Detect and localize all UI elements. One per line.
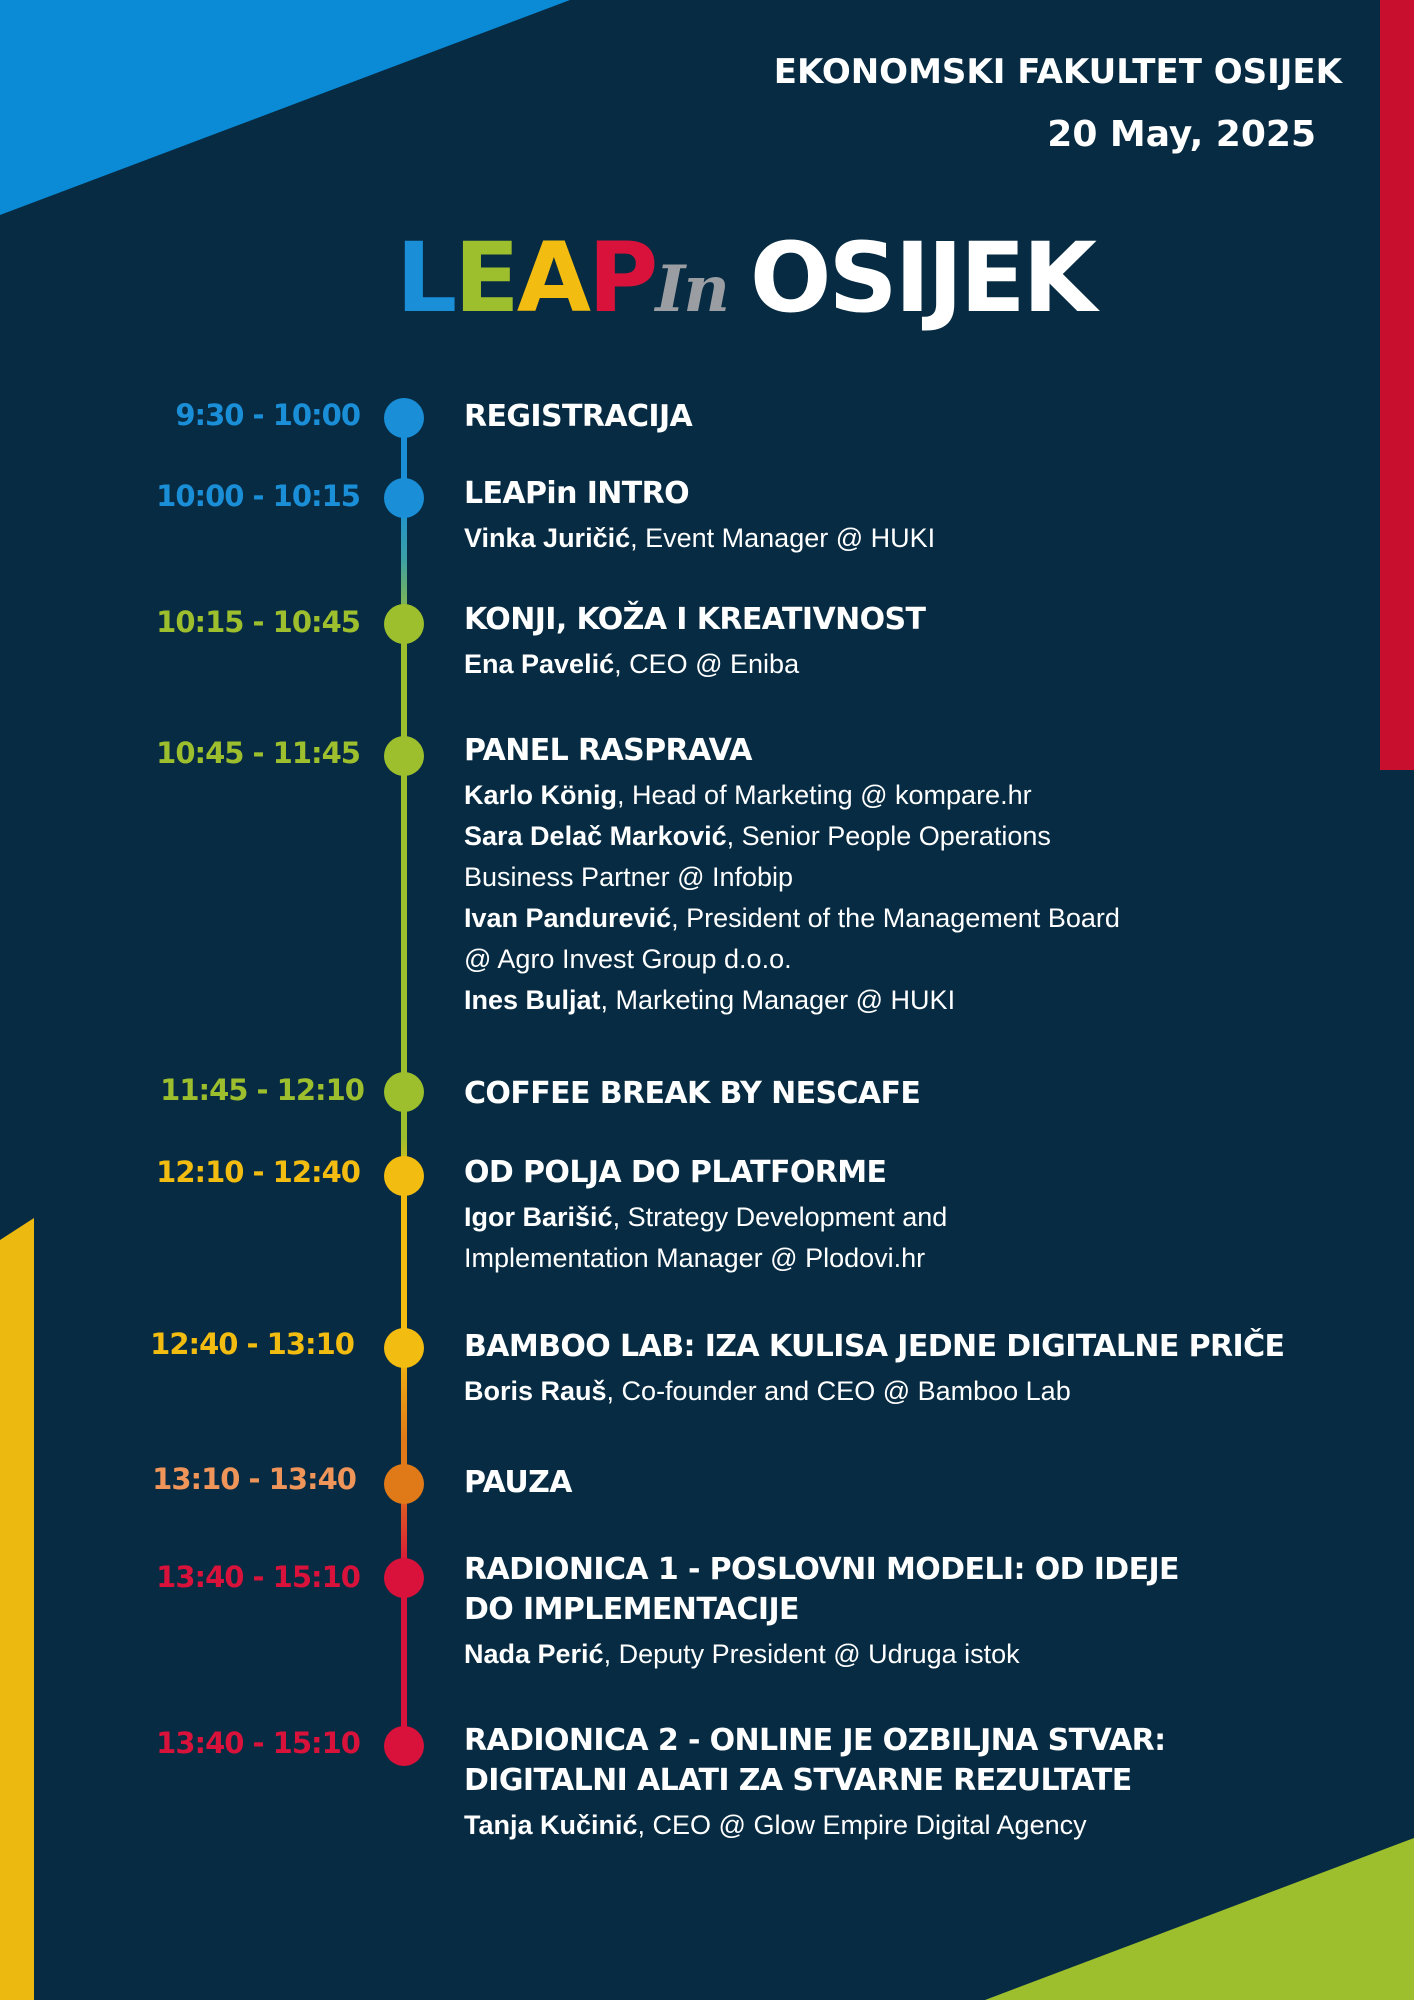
agenda-time: 12:40 - 13:10 bbox=[150, 1327, 354, 1361]
speaker-role: , Strategy Development and Implementation Manager @ Plodovi.hr bbox=[464, 1202, 948, 1273]
agenda-title: COFFEE BREAK BY NESCAFE bbox=[464, 1076, 921, 1111]
speaker-entry bbox=[464, 1805, 1224, 1846]
agenda-time: 10:45 - 11:45 bbox=[156, 736, 360, 770]
speaker-role: , Head of Marketing @ kompare.hr bbox=[617, 780, 1032, 810]
agenda-time: 10:00 - 10:15 bbox=[156, 479, 360, 513]
event-date: 20 May, 2025 bbox=[1047, 114, 1316, 155]
green-corner-triangle bbox=[985, 1838, 1414, 2000]
speaker-entry bbox=[464, 518, 1344, 559]
agenda-time: 10:15 - 10:45 bbox=[156, 605, 360, 639]
organization-name: EKONOMSKI FAKULTET OSIJEK bbox=[773, 52, 1342, 92]
agenda-item bbox=[464, 1463, 1344, 1503]
speaker-entry bbox=[464, 816, 1144, 898]
agenda-title: PAUZA bbox=[464, 1465, 572, 1500]
speaker-name: Karlo König bbox=[464, 780, 617, 810]
speaker-entry bbox=[464, 775, 1144, 816]
logo-letter-e: E bbox=[454, 222, 517, 334]
speaker-list bbox=[464, 1371, 1344, 1412]
timeline-dot bbox=[384, 1156, 424, 1196]
speaker-list bbox=[464, 644, 1344, 685]
agenda-title: KONJI, KOŽA I KREATIVNOST bbox=[464, 602, 926, 637]
agenda-title: PANEL RASPRAVA bbox=[464, 733, 752, 768]
speaker-entry bbox=[464, 1371, 1344, 1412]
timeline-dot bbox=[384, 1726, 424, 1766]
agenda-title: BAMBOO LAB: IZA KULISA JEDNE DIGITALNE PRIČE bbox=[464, 1329, 1285, 1364]
agenda-title: OD POLJA DO PLATFORME bbox=[464, 1155, 887, 1190]
speaker-entry bbox=[464, 1634, 1204, 1675]
red-side-bar bbox=[1380, 0, 1414, 770]
agenda-title: RADIONICA 1 - POSLOVNI MODELI: OD IDEJE DO IMPLEMENTACIJE bbox=[464, 1552, 1179, 1627]
speaker-name: Sara Delač Marković bbox=[464, 821, 727, 851]
timeline-dot bbox=[384, 1464, 424, 1504]
logo-city: OSIJEK bbox=[749, 222, 1095, 334]
speaker-name: Vinka Juričić bbox=[464, 523, 631, 553]
event-logo bbox=[0, 222, 1414, 334]
speaker-list bbox=[464, 1634, 1204, 1675]
timeline-dot bbox=[384, 1072, 424, 1112]
logo-letter-l: L bbox=[395, 222, 455, 334]
agenda-time: 13:10 - 13:40 bbox=[152, 1462, 356, 1496]
speaker-name: Ines Buljat bbox=[464, 985, 601, 1015]
speaker-name: Ivan Pandurević bbox=[464, 903, 672, 933]
agenda-item bbox=[464, 397, 1344, 437]
timeline-dot bbox=[384, 478, 424, 518]
agenda-time: 13:40 - 15:10 bbox=[156, 1726, 360, 1760]
speaker-name: Nada Perić bbox=[464, 1639, 604, 1669]
agenda-time: 11:45 - 12:10 bbox=[160, 1073, 364, 1107]
speaker-list bbox=[464, 1805, 1224, 1846]
speaker-role: , Event Manager @ HUKI bbox=[630, 523, 936, 553]
speaker-list bbox=[464, 775, 1144, 1021]
speaker-entry bbox=[464, 898, 1144, 980]
speaker-role: , CEO @ Glow Empire Digital Agency bbox=[637, 1810, 1087, 1840]
agenda-item bbox=[464, 474, 1344, 559]
blue-corner-triangle bbox=[0, 0, 570, 215]
speaker-role: , President of the Management Board @ Agro Invest Group d.o.o. bbox=[464, 903, 1120, 974]
logo-in: In bbox=[655, 252, 728, 327]
speaker-entry bbox=[464, 1197, 1084, 1279]
speaker-entry bbox=[464, 980, 1144, 1021]
speaker-list bbox=[464, 518, 1344, 559]
speaker-name: Igor Barišić bbox=[464, 1202, 613, 1232]
speaker-role: , CEO @ Eniba bbox=[614, 649, 800, 679]
speaker-list bbox=[464, 1197, 1084, 1279]
speaker-name: Boris Rauš bbox=[464, 1376, 607, 1406]
agenda-item bbox=[464, 600, 1344, 685]
agenda-item bbox=[464, 1074, 1344, 1114]
speaker-role: , Marketing Manager @ HUKI bbox=[600, 985, 956, 1015]
timeline-dot bbox=[384, 1558, 424, 1598]
speaker-entry bbox=[464, 644, 1344, 685]
agenda-item bbox=[464, 1721, 1224, 1846]
speaker-name: Ena Pavelić bbox=[464, 649, 615, 679]
agenda-title: LEAPin INTRO bbox=[464, 476, 690, 511]
timeline-dot bbox=[384, 398, 424, 438]
timeline-dot bbox=[384, 736, 424, 776]
agenda-title: REGISTRACIJA bbox=[464, 399, 693, 434]
agenda-item bbox=[464, 731, 1144, 1021]
agenda-item bbox=[464, 1327, 1344, 1412]
speaker-role: , Deputy President @ Udruga istok bbox=[603, 1639, 1020, 1669]
agenda-time: 13:40 - 15:10 bbox=[156, 1560, 360, 1594]
agenda-item bbox=[464, 1153, 1084, 1279]
logo-letter-a: A bbox=[516, 222, 589, 334]
yellow-side-bar bbox=[0, 1218, 34, 2000]
agenda-item bbox=[464, 1550, 1204, 1675]
agenda-time: 9:30 - 10:00 bbox=[175, 398, 360, 432]
agenda-time: 12:10 - 12:40 bbox=[156, 1155, 360, 1189]
timeline-dot bbox=[384, 1328, 424, 1368]
timeline-dot bbox=[384, 604, 424, 644]
logo-letter-p: P bbox=[588, 222, 656, 334]
agenda-title: RADIONICA 2 - ONLINE JE OZBILJNA STVAR: DIGITALNI ALATI ZA STVARNE REZULTATE bbox=[464, 1723, 1166, 1798]
speaker-role: , Senior People Operations Business Partner @ Infobip bbox=[464, 821, 1051, 892]
speaker-name: Tanja Kučinić bbox=[464, 1810, 638, 1840]
speaker-role: , Co-founder and CEO @ Bamboo Lab bbox=[606, 1376, 1071, 1406]
